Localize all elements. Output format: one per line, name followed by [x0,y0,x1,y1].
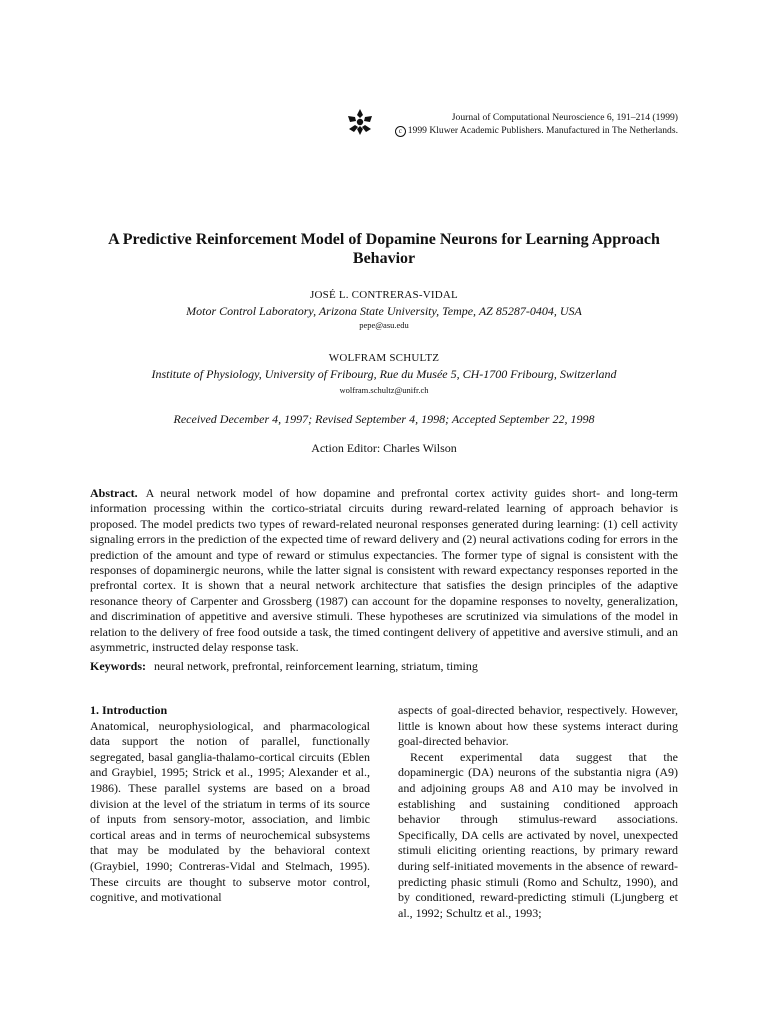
author-affiliation: Motor Control Laboratory, Arizona State University, Tempe, AZ 85287-0404, USA [186,304,582,318]
author-email: wolfram.schultz@unifr.ch [339,385,429,395]
submission-dates: Received December 4, 1997; Revised September 4, 1998; Accepted September 22, 1998 [173,412,595,426]
body-paragraph: Anatomical, neurophysiological, and pharmacological data support the notion of parallel, functionally segregated, basal ganglia-thalamo-cortical circuits (Eblen and Graybiel, 1995; Strick et al., 1995; Alexander et al., 1986). These parallel systems are based on a broad division at the level of the striatum in terms of its source of inputs from sensory-motor, association, and limbic cortical areas and in terms of neurochemical subsystems that may be modulated by the behavioral context (Graybiel, 1990; Contreras-Vidal and Stelmach, 1995). These circuits are thought to subserve motor control, cognitive, and motivational [90,718,370,905]
copyright-text: 1999 Kluwer Academic Publishers. Manufactured in The Netherlands. [407,125,678,136]
journal-header [340,108,678,142]
body-paragraph: aspects of goal-directed behavior, respectively. However, little is known about how these systems interact during goal-directed behavior. [398,703,678,749]
paper-title: A Predictive Reinforcement Model of Dopamine Neurons for Learning Approach Behavior [108,231,660,267]
left-column [90,703,370,906]
author-name: JOSÉ L. CONTRERAS-VIDAL [310,289,458,301]
action-editor: Action Editor: Charles Wilson [311,441,457,455]
author-name: WOLFRAM SCHULTZ [328,352,440,364]
keywords-label: Keywords: [90,659,146,673]
journal-line: Journal of Computational Neuroscience 6, 191–214 (1999) [451,112,678,123]
abstract-label: Abstract. [90,486,138,500]
author-affiliation: Institute of Physiology, University of Fribourg, Rue du Musée 5, CH-1700 Fribourg, Switzerland [151,367,617,381]
copyright-line [395,124,678,137]
abstract [90,486,678,655]
keywords [90,659,478,674]
kluwer-publisher-logo-icon [347,108,373,136]
journal-citation [395,111,678,137]
body-paragraph: Recent experimental data suggest that the dopaminergic (DA) neurons of the substantia nigra (A9) and adjoining groups A8 and A10 may be involved in establishing and sustaining conditioned approach behavior through stimulus-reward associations. Specifically, DA cells are activated by novel, unexpected stimuli eliciting orienting reactions, by primary reward during self-initiated movements in the absence of reward-predicting phasic stimuli (Romo and Schultz, 1990), and by conditioned, reward-predicting stimuli (Ljungberg et al., 1992; Schultz et al., 1993; [398,749,678,920]
section-heading: 1. Introduction [90,703,168,717]
copyright-icon: c [395,126,406,137]
keywords-text: neural network, prefrontal, reinforcement learning, striatum, timing [154,659,478,673]
right-column [398,703,678,921]
author-email: pepe@asu.edu [359,320,409,330]
abstract-text: A neural network model of how dopamine and prefrontal cortex activity guides short- and long-term information processing within the cortico-striatal circuits during reward-related learning of approach behavior is proposed. The model predicts two types of reward-related neuronal responses generated during learning: (1) cell activity signaling errors in the prediction of the expected time of reward delivery and (2) neural activations coding for errors in the prediction of the amount and type of reward or stimulus expectancies. The former type of signal is consistent with the responses of dopaminergic neurons, while the latter signal is consistent with reward expectancy responses reported in the prefrontal cortex. It is shown that a neural network architecture that satisfies the design principles of the adaptive resonance theory of Carpenter and Grossberg (1987) can account for the dopamine responses to novelty, generalization, and discrimination of appetitive and aversive stimuli. These hypotheses are scrutinized via simulations of the model in relation to the delivery of free food outside a task, the timed contingent delivery of appetitive and aversive stimuli, and an asymmetric, instructed delay response task. [90,486,678,655]
